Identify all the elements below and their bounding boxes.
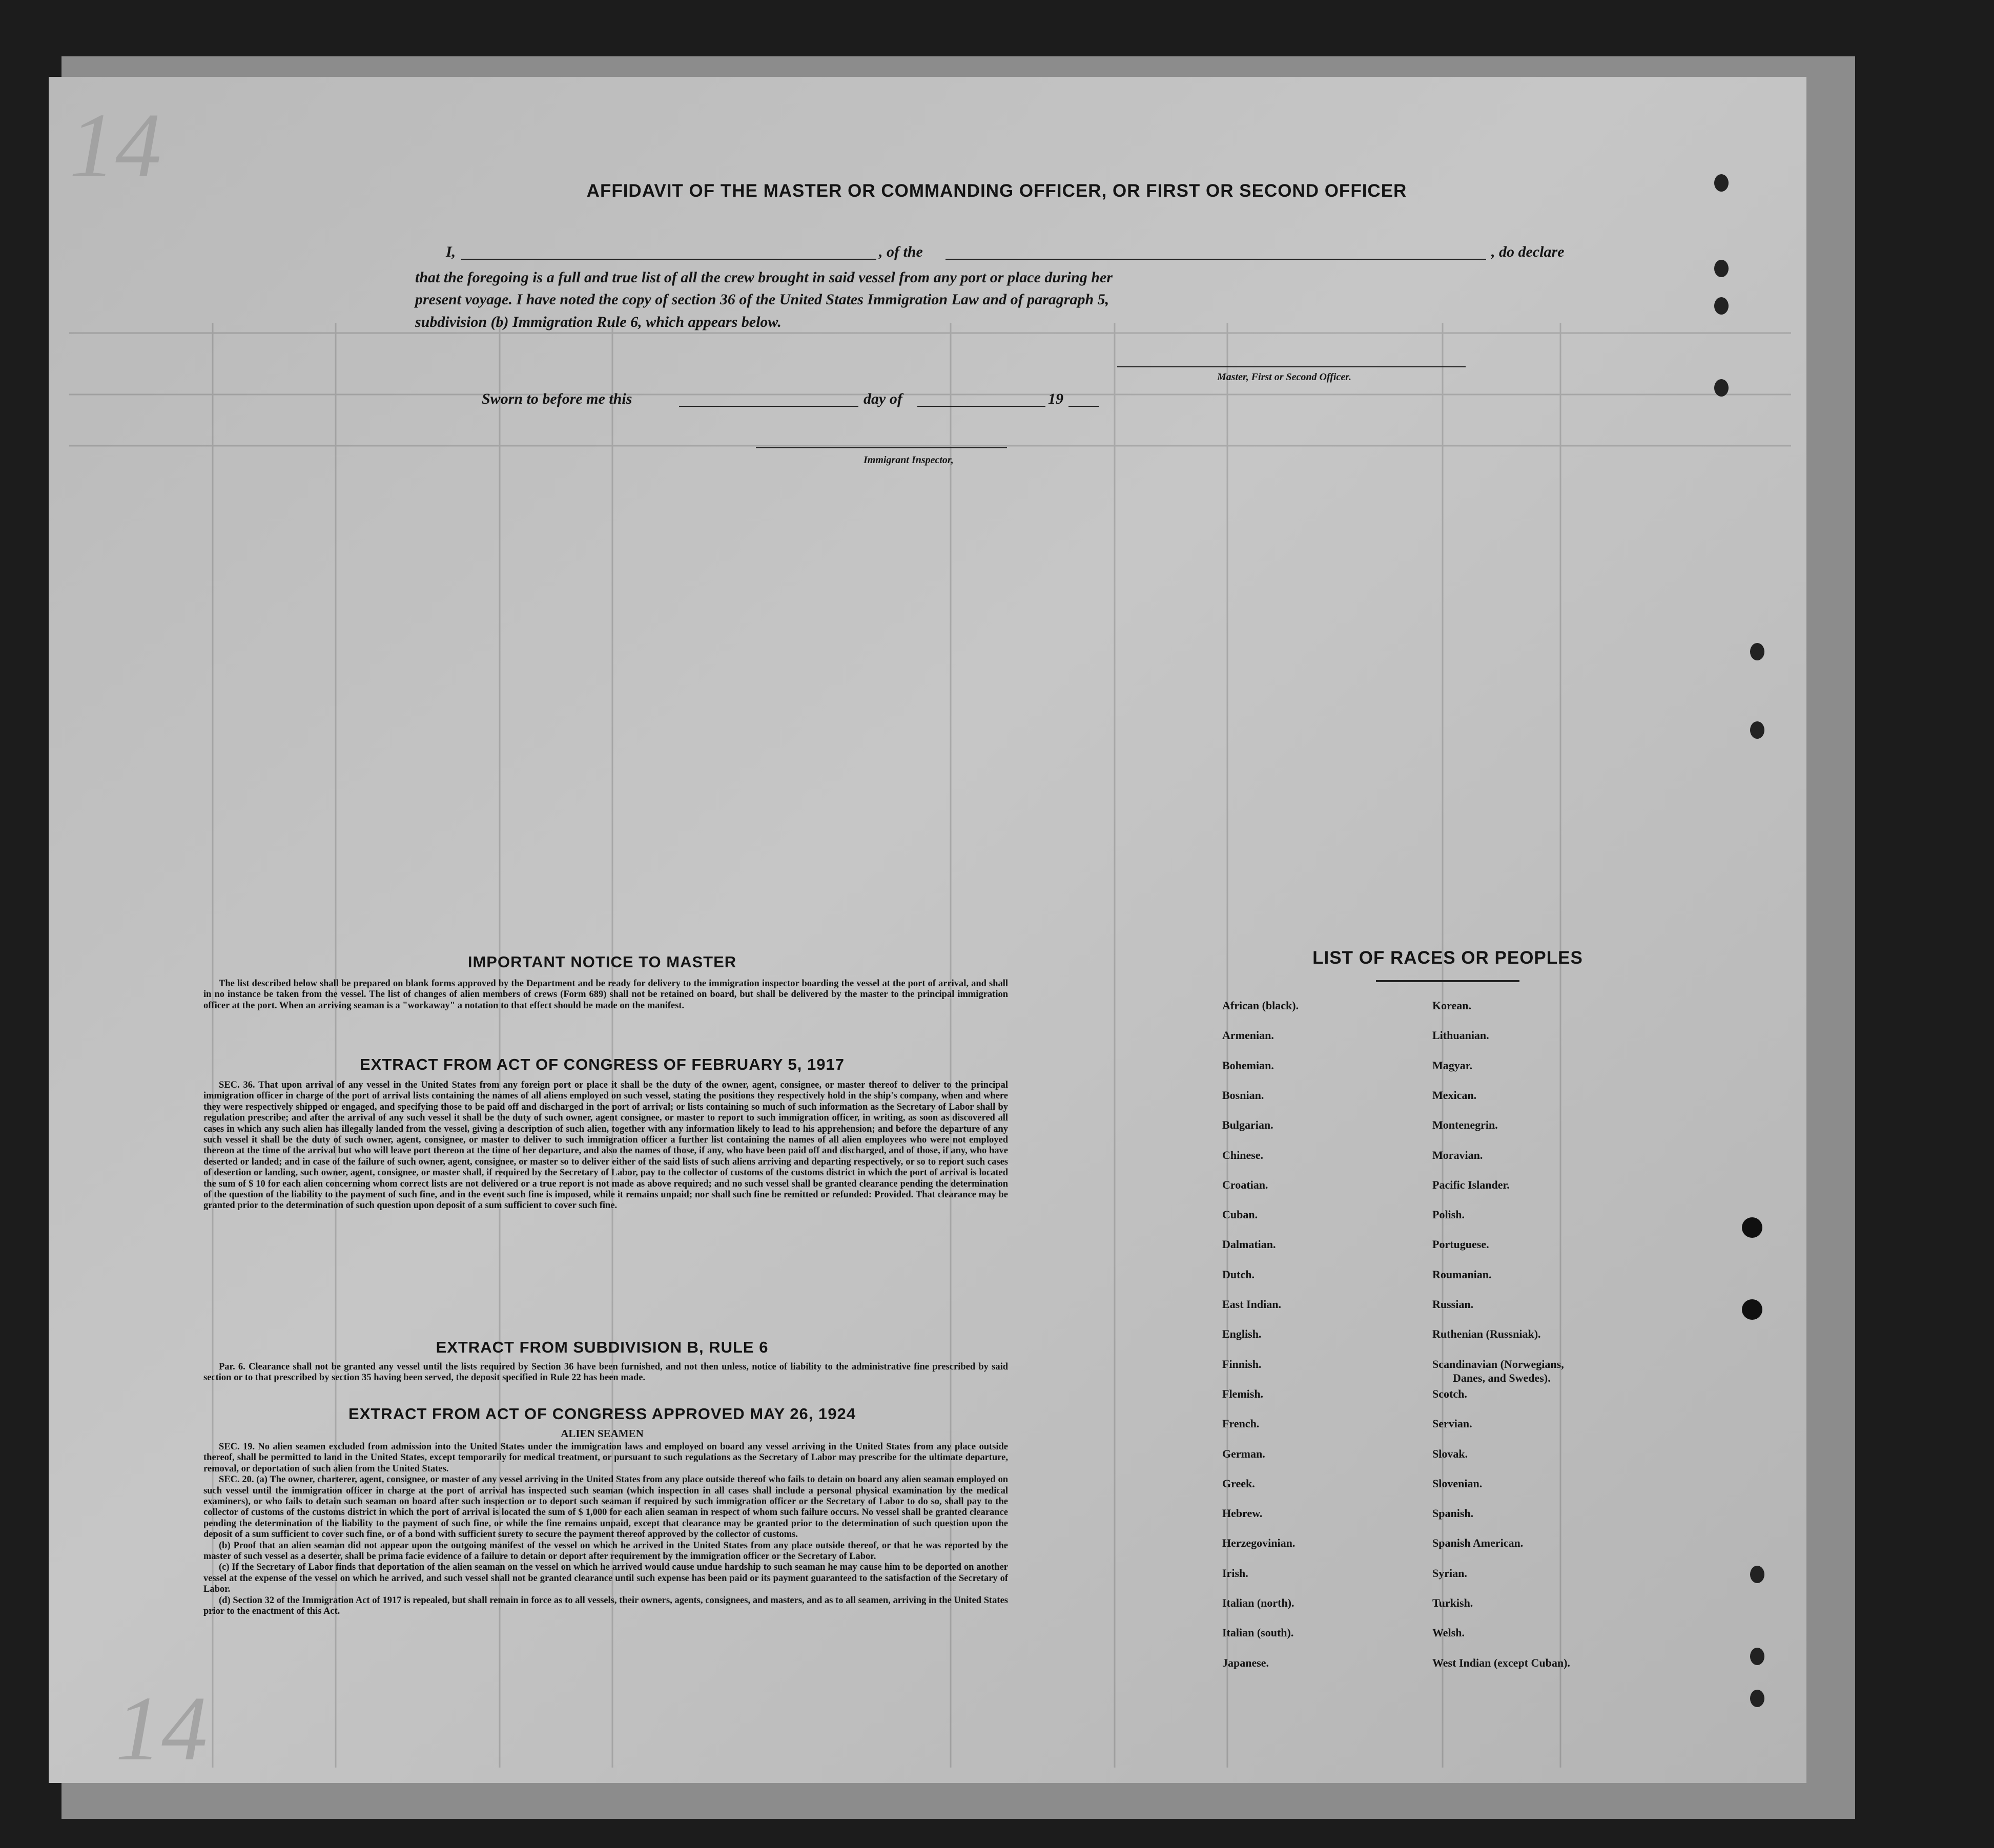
race-item: Flemish. [1222, 1387, 1264, 1400]
manifest-page: 14 14 AFFIDAVIT OF THE MASTER OR COMMANDING OFFICER, OR FIRST OR SECOND OFFICER I, , of the , do declare that the foregoing is a full and true list of all the crew brought in said vessel from any port or place during her present voyage. I have noted the copy of section 36 of the United States Immigration Law and of paragraph 5, subdivision (b) Immigration Rule 6, which appears below. Master, First or Second Officer. Sworn to before me this day of 19 Immigrant Inspector, IMPORTANT NOTICE TO MASTER The list described below shall be prepared on blank forms approved by the Department and be ready for delivery to the immigration inspector boarding the vessel at the port of arrival, and shall in no instance be taken from the vessel. The list of changes of alien members of crews (Form 689) shall not be retained on board, but shall be delivered by the master to the principal immigration officer at the port. When an arriving seaman is a "workaway" a notation to that effect should be made on the manifest. EXTRACT FROM ACT OF CONGRESS OF FEBRUARY 5, 1917 SEC. 36. That upon arrival of any vessel in the United States from any foreign port or place it shall be the duty of the owner, agent, consignee, or master thereof to deliver to the principal immigration officer in charge of the port of arrival lists containing the names of all aliens employed on such vessel, stating the positions they respectively hold in the ship's company, when and where they were respectively shipped or engaged, and specifying those to be paid off and discharged in the port of arrival; or lists containing so much of such information as the Secretary of Labor shall by regulation prescribe; and after the arrival of any such vessel it shall be the duty of such owner, agent consignee, or master to report to such immigration officer, in writing, as soon as discovered all cases in which any such alien has illegally landed from the vessel, giving a description of such alien, together with any information likely to lead to his apprehension; and before the departure of any such vessel it shall be the duty of such owner, agent, consignee, or master to deliver to such immigration officer a further list containing the names of all alien employees who were not employed thereon at the time of the arrival but who will leave port thereon at the time of her departure, and also the names of those, if any, who have been paid off and discharged, and of those, if any, who have deserted or landed; and in case of the failure of such owner, agent, consignee, or master so to deliver either of the said lists of such aliens arriving and departing respectively, or so to report such cases of desertion or landing, such owner, agent, consignee, or master shall, if required by the Secretary of Labor, pay to the collector of customs of the customs district in which the port of arrival is located the sum of $ 10 for each alien concerning whom correct lists are not delivered or a true report is not made as above required; and no such vessel shall be granted clearance pending the determination of the question of the liability to the payment of such fine, and in the event such fine is imposed, while it remains unpaid; nor shall such fine be remitted or refunded: Provided. That clearance may be granted prior to the determination of such question upon deposit of a sum sufficient to cover such fine. EXTRACT FROM SUBDIVISION B, RULE 6 Par. 6. Clearance shall not be granted any vessel until the lists required by Section 36 have been furnished, and not then unless, notice of liability to the administrative fine prescribed by said section or to that prescribed by section 35 having been served, the deposit specified in Rule 22 has been made. EXTRACT FROM ACT OF CONGRESS APPROVED MAY 26, 1924 ALIEN SEAMEN SEC. 19. No alien seamen excluded from admission into the United States under the immigration laws and employed on board any vessel arriving in the United States from any place outside thereof, shall be permitted to land in the United States, except temporarily for medical treatment, or pursuant to such regulations as the Secretary of Labor may prescribe for the ultimate departure, removal, or deportation of such alien from the United States. SEC. 20. (a) The owner, charterer, agent, consignee, or master of any vessel arriving in the United States from any place outside thereof who fails to detain on board any alien seaman employed on such vessel until the immigration officer in charge at the port of arrival has inspected such seaman (which inspection in all cases shall include a personal physical examination by the medical examiners), or who fails to detain such seaman on board after such inspection or to deport such seaman if required by such immigration officer or the Secretary of Labor to do so, shall pay to the collector of customs of the customs district in which the port of arrival is located the sum of $ 1,000 for each alien seaman in respect of whom such failure occurs. No vessel shall be granted clearance pending the determination of the liability to the payment of such fine, or while the fine remains unpaid, except that clearance may be granted prior to the determination of such question upon the deposit of a sum sufficient to cover such fine, or of a bond with sufficient surety to secure the payment thereof approved by the collector of customs. (b) Proof that an alien seaman did not appear upon the outgoing manifest of the vessel on which he arrived in the United States from any place outside thereof, or that he was reported by the master of such vessel as a deserter, shall be prima facie evidence of a failure to detain or deport after requirement by the immigration officer or the Secretary of Labor. (c) If the Secretary of Labor finds that deportation of the alien seaman on the vessel on which he arrived would cause undue hardship to such seaman he may cause him to be deported on another vessel at the expense of the vessel on which he arrived, and such vessel shall not be granted clearance until such expense has been paid or its payment guaranteed to the satisfaction of the Secretary of Labor. (d) Section 32 of the Immigration Act of 1917 is repealed, but shall remain in force as to all vessels, their owners, agents, consignees, and masters, and as to all seamen, arriving in the United States prior to the enactment of this Act. LIST OF RACES OR PEOPLES African (black). Armenian. Bohemian. Bosnian. Bulgarian. Chinese. Croatian. Cuban. Dalmatian. Dutch. East Indian. English. Finnish. Flemish. French. German. Greek. Hebrew. Herzegovinian. Irish. Italian (north). Italian (south). Japanese. Korean. Lithuanian. Magyar. Mexican. Montenegrin. Moravian. Pacific Islander. Polish. Portuguese. Roumanian. Russian. Ruthenian (Russniak). Scandinavian (Norwegians, Danes, and Swedes). Scotch. Servian. Slovak. Slovenian. Spanish. Spanish American. Syrian. Turkish. Welsh. West Indian (except Cuban). [49, 77, 1806, 1783]
race-item: Japanese. [1222, 1656, 1269, 1669]
race-item: Roumanian. [1432, 1268, 1492, 1281]
race-item: East Indian. [1222, 1298, 1281, 1311]
race-item: Ruthenian (Russniak). [1432, 1327, 1541, 1341]
race-item: Bosnian. [1222, 1088, 1264, 1102]
punch-hole [1750, 1566, 1764, 1583]
race-item: Spanish American. [1432, 1536, 1524, 1550]
race-item: Irish. [1222, 1566, 1248, 1580]
race-item: Armenian. [1222, 1029, 1274, 1042]
race-item: Slovak. [1432, 1447, 1468, 1460]
race-item: Italian (north). [1222, 1596, 1294, 1609]
race-item: Lithuanian. [1432, 1029, 1489, 1042]
race-item: Finnish. [1222, 1357, 1262, 1371]
affidavit-title: AFFIDAVIT OF THE MASTER OR COMMANDING OFFICER, OR FIRST OR SECOND OFFICER [586, 181, 1407, 201]
race-item: Chinese. [1222, 1148, 1264, 1161]
race-item: African (black). [1222, 999, 1299, 1012]
race-item: Scandinavian (Norwegians, [1432, 1357, 1564, 1371]
race-item: Dutch. [1222, 1268, 1255, 1281]
race-item: Danes, and Swedes). [1453, 1371, 1551, 1384]
page-number-mark-bottom: 14 [115, 1677, 208, 1779]
punch-hole [1750, 1690, 1764, 1707]
races-title-underline [1376, 980, 1519, 982]
race-item: Polish. [1432, 1208, 1465, 1221]
races-title: LIST OF RACES OR PEOPLES [1312, 948, 1583, 968]
race-item: Bohemian. [1222, 1058, 1274, 1072]
race-item: English. [1222, 1327, 1262, 1341]
race-item: Korean. [1432, 999, 1471, 1012]
race-item: Turkish. [1432, 1596, 1473, 1609]
race-item: Pacific Islander. [1432, 1178, 1510, 1191]
extract-1917-title: EXTRACT FROM ACT OF CONGRESS OF FEBRUARY 5, 1917 [360, 1055, 845, 1073]
inspector-label: Immigrant Inspector, [864, 454, 954, 466]
race-item: Cuban. [1222, 1208, 1258, 1221]
race-item: Slovenian. [1432, 1477, 1483, 1490]
affidavit-line-4: subdivision (b) Immigration Rule 6, which appears below. [415, 314, 782, 330]
race-item: Mexican. [1432, 1088, 1477, 1102]
race-item: Portuguese. [1432, 1238, 1489, 1251]
punch-hole [1714, 379, 1729, 397]
extract-1924-text: SEC. 19. No alien seamen excluded from admission into the United States under the immigration laws and employed on board any vessel arriving in the United States from any place outside thereof, shall be permitted to land in the United States, except temporarily for medical treatment, or pursuant to such regulations as the Secretary of Labor may prescribe for the ultimate departure, removal, or deportation of such alien from the United States. SEC. 20. (a) The owner, charterer, agent, consignee, or master of any vessel arriving in the United States from any place outside thereof who fails to detain on board any alien seaman employed on such vessel until the immigration officer in charge at the port of arrival has inspected such seaman (which inspection in all cases shall include a personal physical examination by the medical examiners), or who fails to detain such seaman on board after such inspection or to deport such seaman if required by such immigration officer or the Secretary of Labor to do so, shall pay to the collector of customs of the customs district in which the port of arrival is located the sum of $ 1,000 for each alien seaman in respect of whom such failure occurs. No vessel shall be granted clearance pending the determination of the liability to the payment of such fine, or while the fine remains unpaid, except that clearance may be granted prior to the determination of such question upon the deposit of a sum sufficient to cover such fine, or of a bond with sufficient surety to secure the payment thereof approved by the collector of customs. (b) Proof that an alien seaman did not appear upon the outgoing manifest of the vessel on which he arrived in the United States from any place outside thereof, or that he was reported by the master of such vessel as a deserter, shall be prima facie evidence of a failure to detain or deport after requirement by the immigration officer or the Secretary of Labor. (c) If the Secretary of Labor finds that deportation of the alien seaman on the vessel on which he arrived would cause undue hardship to such seaman he may cause him to be deported on another vessel at the expense of the vessel on which he arrived, and such vessel shall not be granted clearance until such expense has been paid or its payment guaranteed to the satisfaction of the Secretary of Labor. (d) Section 32 of the Immigration Act of 1917 is repealed, but shall remain in force as to all vessels, their owners, agents, consignees, and masters, and as to all seamen, arriving in the United States prior to the enactment of this Act. [203, 1442, 1008, 1617]
race-item: West Indian (except Cuban). [1432, 1656, 1570, 1669]
race-item: Bulgarian. [1222, 1118, 1273, 1132]
punch-hole [1750, 721, 1764, 739]
race-item: Welsh. [1432, 1626, 1465, 1639]
race-item: Italian (south). [1222, 1626, 1294, 1639]
punch-hole [1750, 643, 1764, 660]
race-item: German. [1222, 1447, 1265, 1460]
race-item: Dalmatian. [1222, 1238, 1276, 1251]
punch-hole [1714, 174, 1729, 192]
notice-text: The list described below shall be prepared on blank forms approved by the Department and be ready for delivery to the immigration inspector boarding the vessel at the port of arrival, and shall in no instance be taken from the vessel. The list of changes of alien members of crews (Form 689) shall not be retained on board, but shall be delivered by the master to the principal immigration officer at the port. When an arriving seaman is a "workaway" a notation to that effect should be made on the manifest. [203, 979, 1008, 1011]
extract-rule6-title: EXTRACT FROM SUBDIVISION B, RULE 6 [436, 1338, 769, 1356]
race-item: Moravian. [1432, 1148, 1483, 1161]
punch-hole [1742, 1217, 1762, 1238]
race-item: Spanish. [1432, 1507, 1474, 1520]
punch-hole [1714, 260, 1729, 277]
race-item: Hebrew. [1222, 1507, 1263, 1520]
race-item: Croatian. [1222, 1178, 1268, 1191]
race-item: Servian. [1432, 1417, 1472, 1430]
notice-title: IMPORTANT NOTICE TO MASTER [467, 953, 737, 971]
master-signature-label: Master, First or Second Officer. [1217, 371, 1351, 383]
master-signature-line [1117, 366, 1466, 367]
race-item: Greek. [1222, 1477, 1255, 1490]
race-item: Magyar. [1432, 1058, 1473, 1072]
affidavit-line-3: present voyage. I have noted the copy of section 36 of the United States Immigration Law and of paragraph 5, [415, 291, 1109, 308]
race-item: Herzegovinian. [1222, 1536, 1296, 1550]
extract-1917-text: SEC. 36. That upon arrival of any vessel in the United States from any foreign port or place it shall be the duty of the owner, agent, consignee, or master thereof to deliver to the principal immigration officer in charge of the port of arrival lists containing the names of all aliens employed on such vessel, stating the positions they respectively hold in the ship's company, when and where they were respectively shipped or engaged, and specifying those to be paid off and discharged in the port of arrival; or lists containing so much of such information as the Secretary of Labor shall by regulation prescribe; and after the arrival of any such vessel it shall be the duty of such owner, agent consignee, or master to report to such immigration officer, in writing, as soon as discovered all cases in which any such alien has illegally landed from the vessel, giving a description of such alien, together with any information likely to lead to his apprehension; and before the departure of any such vessel it shall be the duty of such owner, agent, consignee, or master to deliver to such immigration officer a further list containing the names of all alien employees who were not employed thereon at the time of the arrival but who will leave port thereon at the time of her departure, and also the names of those, if any, who have been paid off and discharged, and of those, if any, who have deserted or landed; and in case of the failure of such owner, agent, consignee, or master so to deliver either of the said lists of such aliens arriving and departing respectively, or so to report such cases of desertion or landing, such owner, agent, consignee, or master shall, if required by the Secretary of Labor, pay to the collector of customs of the customs district in which the port of arrival is located the sum of $ 10 for each alien concerning whom correct lists are not delivered or a true report is not made as above required; and no such vessel shall be granted clearance pending the determination of the question of the liability to the payment of such fine, and in the event such fine is imposed, while it remains unpaid; nor shall such fine be remitted or refunded: Provided. That clearance may be granted prior to the determination of such question upon deposit of a sum sufficient to cover such fine. [203, 1080, 1008, 1211]
race-item: French. [1222, 1417, 1260, 1430]
extract-1924-title: EXTRACT FROM ACT OF CONGRESS APPROVED MAY 26, 1924 [348, 1405, 856, 1423]
race-item: Scotch. [1432, 1387, 1467, 1400]
punch-hole [1714, 297, 1729, 315]
race-item: Russian. [1432, 1298, 1474, 1311]
extract-rule6-text: Par. 6. Clearance shall not be granted any vessel until the lists required by Section 36 have been furnished, and not then unless, notice of liability to the administrative fine prescribed by said section or to that prescribed by section 35 having been served, the deposit specified in Rule 22 has been made. [203, 1362, 1008, 1383]
race-item: Montenegrin. [1432, 1118, 1498, 1132]
affidavit-line-2: that the foregoing is a full and true list of all the crew brought in said vessel from any port or place during her [415, 269, 1113, 286]
page-number-mark-top: 14 [69, 94, 161, 196]
punch-hole [1750, 1648, 1764, 1665]
race-item: Syrian. [1432, 1566, 1467, 1580]
inspector-signature-line [756, 447, 1007, 448]
extract-1924-subtitle: ALIEN SEAMEN [561, 1427, 644, 1440]
punch-hole [1742, 1299, 1762, 1320]
